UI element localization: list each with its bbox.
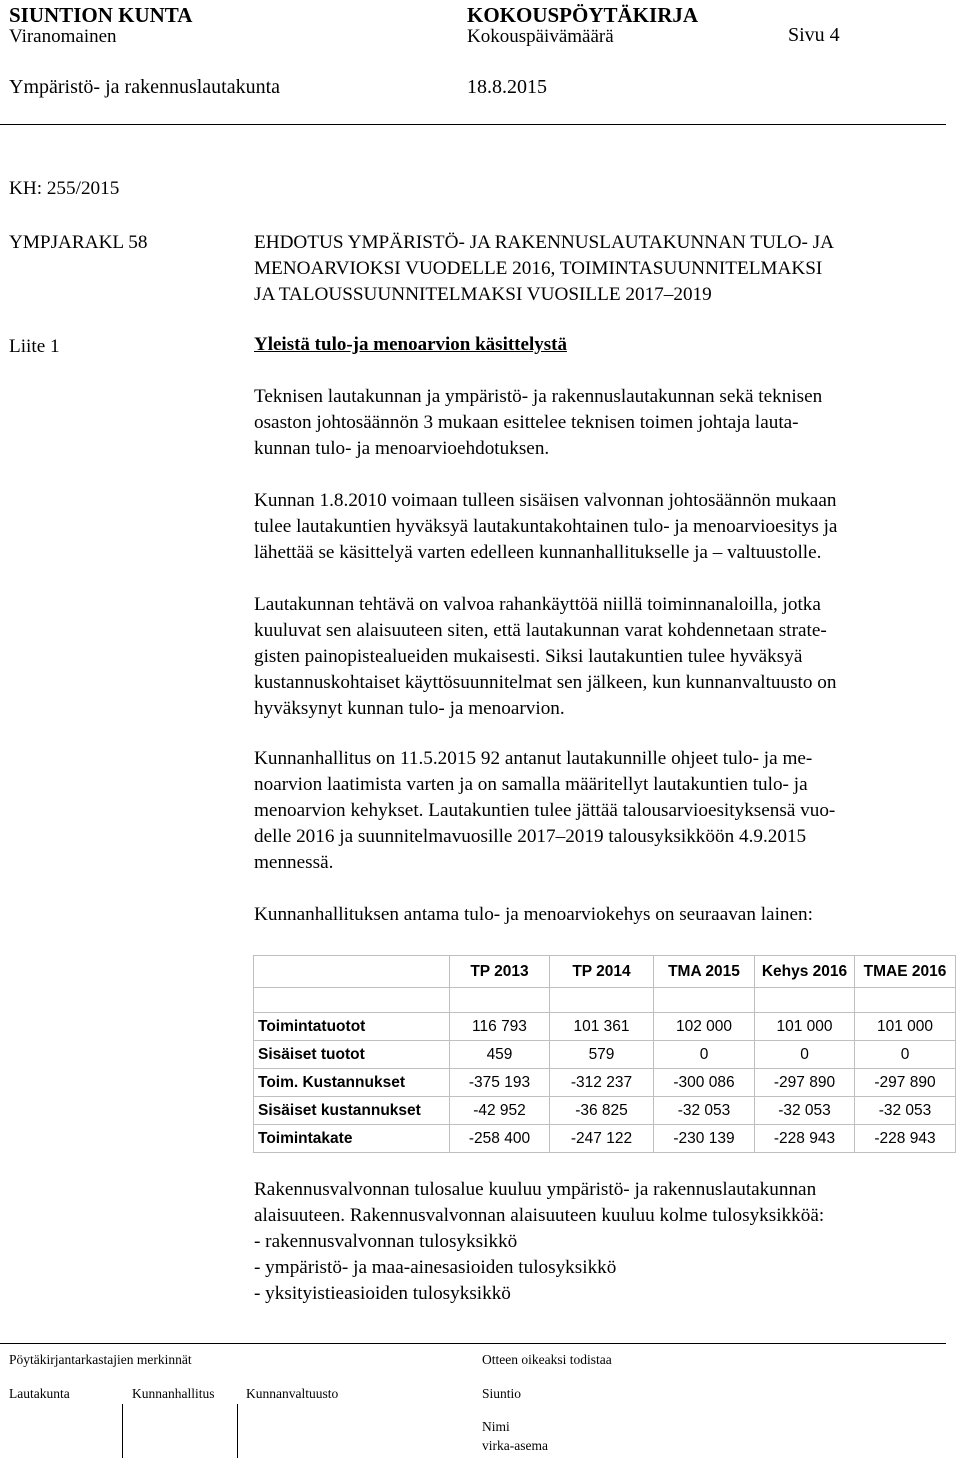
name-label: Nimi	[482, 1419, 510, 1434]
table-cell: 101 000	[855, 1013, 956, 1041]
table-cell: 101 361	[550, 1013, 654, 1041]
table-cell: -375 193	[450, 1069, 550, 1097]
footer-column-divider	[237, 1404, 238, 1458]
paragraph-line: Teknisen lautakunnan ja ympäristö- ja rakennuslautakunnan sekä teknisen	[254, 386, 823, 407]
list-item: - yksityistieasioiden tulosyksikkö	[254, 1283, 511, 1304]
table-cell: -297 890	[855, 1069, 956, 1097]
table-cell: -312 237	[550, 1069, 654, 1097]
table-header-cell: TMAE 2016	[855, 956, 956, 988]
certified-copy-label: Otteen oikeaksi todistaa	[482, 1352, 612, 1367]
paragraph-line: Kunnanhallituksen antama tulo- ja menoarviokehys on seuraavan lainen:	[254, 904, 813, 925]
table-header-row	[254, 956, 956, 988]
case-title	[254, 230, 946, 308]
council-column-label: Kunnanvaltuusto	[246, 1386, 339, 1401]
table-row	[254, 1013, 956, 1041]
row-label: Toimintakate	[254, 1125, 450, 1153]
table-cell: -32 053	[654, 1097, 755, 1125]
table-header-cell: TMA 2015	[654, 956, 755, 988]
case-title-line: JA TALOUSSUUNNITELMAKSI VUOSILLE 2017–2019	[254, 284, 712, 305]
paragraph-line: osaston johtosäännön 3 mukaan esittelee teknisen toimen johtaja lauta-	[254, 412, 799, 433]
table-header-cell: Kehys 2016	[755, 956, 855, 988]
authority-label: Viranomainen	[9, 26, 117, 47]
table-spacer-row	[254, 988, 956, 1013]
table-header-cell: TP 2013	[450, 956, 550, 988]
paragraph-2	[254, 488, 946, 566]
table-cell: -228 943	[855, 1125, 956, 1153]
row-label: Sisäiset kustannukset	[254, 1097, 450, 1125]
paragraph-line: lähettää se käsittelyä varten edelleen kunnanhallitukselle ja – valtuustolle.	[254, 542, 822, 563]
table-row	[254, 1041, 956, 1069]
meeting-date: 18.8.2015	[467, 76, 547, 98]
paragraph-3	[254, 592, 946, 722]
table-cell: 102 000	[654, 1013, 755, 1041]
table-cell: -247 122	[550, 1125, 654, 1153]
paragraph-4	[254, 746, 946, 876]
paragraph-line: kuuluvat sen alaisuuteen siten, että lautakunnan varat kohdennetaan strate-	[254, 620, 827, 641]
paragraph-line: Lautakunnan tehtävä on valvoa rahankäyttöä niillä toiminnanaloilla, jotka	[254, 594, 821, 615]
row-label: Toim. Kustannukset	[254, 1069, 450, 1097]
header-divider	[0, 124, 946, 125]
list-item: - rakennusvalvonnan tulosyksikkö	[254, 1231, 518, 1252]
table-cell: 116 793	[450, 1013, 550, 1041]
table-cell: -228 943	[755, 1125, 855, 1153]
paragraph-line: Kunnanhallitus on 11.5.2015 92 antanut lautakunnille ohjeet tulo- ja me-	[254, 748, 813, 769]
paragraph-line: gisten painopistealueiden mukaisesti. Siksi lautakuntien tulee hyväksyä	[254, 646, 803, 667]
row-label: Toimintatuotot	[254, 1013, 450, 1041]
case-title-line: EHDOTUS YMPÄRISTÖ- JA RAKENNUSLAUTAKUNNAN TULO- JA	[254, 232, 834, 253]
paragraph-line: menoarvion kehykset. Lautakuntien tulee jättää talousarvioesityksensä vuo-	[254, 800, 836, 821]
table-row	[254, 1069, 956, 1097]
signer-location-label: Siuntio	[482, 1386, 522, 1401]
table-cell: 0	[755, 1041, 855, 1069]
table-cell: -42 952	[450, 1097, 550, 1125]
page-number: Sivu 4	[788, 24, 840, 46]
paragraph-line: mennessä.	[254, 852, 334, 873]
table-cell: -36 825	[550, 1097, 654, 1125]
footer-divider	[0, 1343, 946, 1344]
table-row	[254, 1125, 956, 1153]
table-cell: -32 053	[855, 1097, 956, 1125]
meeting-date-label: Kokouspäivämäärä	[467, 26, 614, 47]
board-column-label: Lautakunta	[9, 1386, 70, 1401]
row-label: Sisäiset tuotot	[254, 1041, 450, 1069]
authority-name: Ympäristö- ja rakennuslautakunta	[9, 76, 281, 98]
table-header-cell: TP 2014	[550, 956, 654, 988]
case-number: KH: 255/2015	[9, 178, 120, 199]
organization-name: SIUNTION KUNTA	[9, 3, 193, 27]
document-type: KOKOUSPÖYTÄKIRJA	[467, 3, 699, 27]
section-subheading: Yleistä tulo-ja menoarvion käsittelystä	[254, 334, 567, 355]
table-cell: -297 890	[755, 1069, 855, 1097]
reviewers-notes-label: Pöytäkirjantarkastajien merkinnät	[9, 1352, 192, 1367]
paragraph-line: noarvion laatimista varten ja on samalla määritellyt lautakuntien tulo- ja	[254, 774, 808, 795]
footer-column-divider	[122, 1404, 123, 1458]
attachment-label: Liite 1	[9, 336, 60, 357]
paragraph-line: Rakennusvalvonnan tulosalue kuuluu ympäristö- ja rakennuslautakunnan	[254, 1179, 817, 1200]
paragraph-line: tulee lautakuntien hyväksyä lautakuntakohtainen tulo- ja menoarvioesitys ja	[254, 516, 838, 537]
table-cell: -230 139	[654, 1125, 755, 1153]
table-cell: 459	[450, 1041, 550, 1069]
paragraph-line: alaisuuteen. Rakennusvalvonnan alaisuuteen kuuluu kolme tulosyksikköä:	[254, 1205, 825, 1226]
section-number: YMPJARAKL 58	[9, 232, 148, 253]
paragraph-1	[254, 384, 946, 462]
paragraph-line: delle 2016 ja suunnitelmavuosille 2017–2019 talousyksikköön 4.9.2015	[254, 826, 807, 847]
case-title-line: MENOARVIOKSI VUODELLE 2016, TOIMINTASUUNNITELMAKSI	[254, 258, 823, 279]
table-header-cell	[254, 956, 450, 988]
table-cell: -32 053	[755, 1097, 855, 1125]
paragraph-line: Kunnan 1.8.2010 voimaan tulleen sisäisen valvonnan johtosäännön mukaan	[254, 490, 837, 511]
table-cell: 101 000	[755, 1013, 855, 1041]
paragraph-line: hyväksynyt kunnan tulo- ja menoarvion.	[254, 698, 565, 719]
paragraph-after-table	[254, 1177, 946, 1307]
table-cell: 579	[550, 1041, 654, 1069]
table-cell: -258 400	[450, 1125, 550, 1153]
table-row	[254, 1097, 956, 1125]
table-cell: 0	[654, 1041, 755, 1069]
municipal-board-column-label: Kunnanhallitus	[132, 1386, 215, 1401]
budget-table	[253, 955, 956, 1153]
position-label: virka-asema	[482, 1438, 548, 1453]
table-cell: -300 086	[654, 1069, 755, 1097]
paragraph-line: kunnan tulo- ja menoarvioehdotuksen.	[254, 438, 550, 459]
list-item: - ympäristö- ja maa-ainesasioiden tulosyksikkö	[254, 1257, 617, 1278]
paragraph-5	[254, 902, 946, 928]
paragraph-line: kustannuskohtaiset käyttösuunnitelmat sen jälkeen, kun kunnanvaltuusto on	[254, 672, 837, 693]
table-cell: 0	[855, 1041, 956, 1069]
